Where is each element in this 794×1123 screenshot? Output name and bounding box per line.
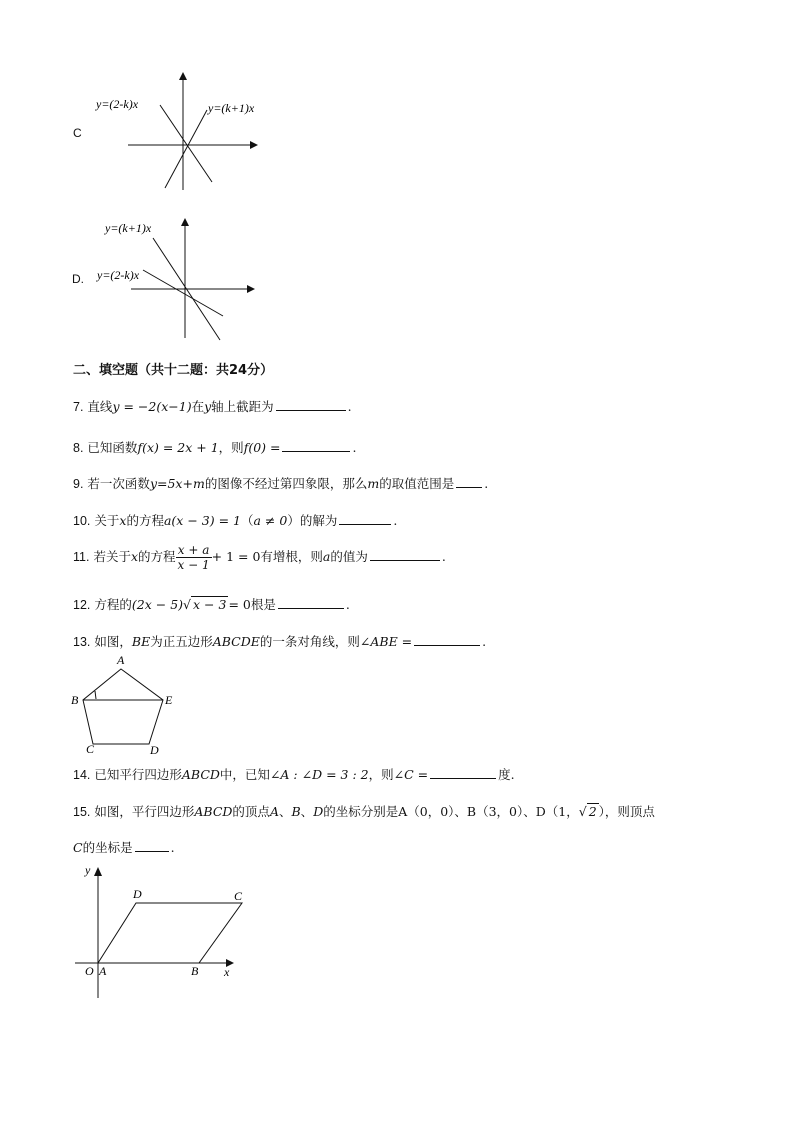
question-11 (73, 543, 446, 572)
q10-answer-blank[interactable] (339, 512, 391, 525)
q15-text3: 、 (278, 804, 292, 819)
vertex-label-d: D (133, 887, 142, 901)
option-c-label-right: y=(k+1)x (208, 101, 255, 115)
parallelogram-abcd (98, 903, 242, 963)
q10-text: 关于 (94, 513, 120, 528)
q11-end: . (441, 549, 446, 564)
q13-end: . (482, 634, 487, 649)
q7-answer-blank[interactable] (276, 398, 346, 411)
question-10 (73, 511, 397, 529)
q8-text: 已知函数 (87, 440, 138, 455)
q14-text4: 度 (498, 767, 511, 782)
q9-number: 9. (73, 477, 84, 491)
q9-end: . (484, 476, 489, 491)
q14-number: 14. (73, 768, 91, 782)
q13-var2: ABCDE (212, 634, 260, 649)
option-c-graph (90, 68, 270, 193)
option-c-line-left (160, 105, 212, 182)
q13-text3: 的一条对角线，则 (259, 634, 360, 649)
vertex-label-c: C (234, 889, 243, 903)
q7-expr: y = −2(x−1) (112, 399, 192, 414)
q9-expr: y=5x+m (149, 476, 205, 491)
q11-text: 若关于 (93, 549, 131, 564)
q7-text2: 在 (191, 399, 205, 414)
q14-var: ABCD (181, 767, 220, 782)
q12-answer-blank[interactable] (278, 596, 344, 609)
axis-label-x: x (224, 965, 230, 979)
q11-frac-bot: x − 1 (177, 558, 210, 572)
q13-var: BE (131, 634, 151, 649)
q10-expr: a(x − 3) = 1 (163, 513, 241, 528)
parallelogram-figure (70, 858, 255, 1003)
q7-text: 直线 (87, 399, 113, 414)
q15-radicand: 2 (588, 804, 597, 819)
axis-label-y: y (85, 863, 91, 877)
q8-number: 8. (73, 441, 84, 455)
angle-mark (95, 691, 96, 699)
q11-text4: 有增根，则 (260, 549, 323, 564)
q12-text2: = 0 (228, 597, 251, 612)
q10-text4: ）的解为 (287, 513, 338, 528)
q15-radical: √ 2 (578, 804, 597, 819)
q9-text2: 的图像不经过第四象限，那么 (204, 476, 368, 491)
q14-text2: 中，已知 (219, 767, 270, 782)
q14-end: . (510, 767, 515, 782)
option-c-label: C (73, 126, 82, 140)
pentagon-label-d: D (150, 743, 159, 757)
q11-number: 11. (73, 550, 90, 564)
q14-expr: ∠A : ∠D = 3 : 2 (269, 767, 369, 782)
q13-text: 如图， (94, 634, 132, 649)
q9-text: 若一次函数 (87, 476, 150, 491)
q15-answer-blank[interactable] (135, 839, 169, 852)
pentagon-figure (68, 652, 188, 760)
q11-var: x (130, 549, 139, 564)
q15-coord-a: A（0，0）、 (398, 804, 467, 819)
q7-number: 7. (73, 400, 84, 414)
q14-answer-blank[interactable] (430, 766, 496, 779)
option-d-label: D. (72, 272, 84, 286)
question-12 (73, 595, 350, 613)
q13-expr: ∠ABE = (359, 634, 413, 649)
q13-number: 13. (73, 635, 91, 649)
pentagon-label-b: B (71, 693, 79, 707)
q9-text3: 的取值范围是 (379, 476, 455, 491)
q12-text3: 根是 (250, 597, 276, 612)
q8-expr2: f(0) = (243, 440, 281, 455)
q7-text3: 轴上截距为 (211, 399, 274, 414)
vertex-label-a: A (99, 964, 107, 978)
q15-var: ABCD (194, 804, 233, 819)
section-title: 二、填空题（共十二题：共24分） (73, 363, 274, 378)
q12-end: . (345, 597, 350, 612)
question-13 (73, 632, 486, 650)
q13-text2: 为正五边形 (150, 634, 213, 649)
q12-radicand: x − 3 (193, 597, 227, 612)
q15-text6: ），则顶点 (598, 804, 655, 819)
question-15-line-2 (73, 838, 175, 856)
q14-expr2: ∠C = (393, 767, 429, 782)
question-8 (73, 438, 356, 456)
pentagon-label-e: E (165, 693, 173, 707)
pentagon-label-a: A (117, 653, 125, 667)
option-d-label-bottom: y=(2-k)x (97, 268, 140, 282)
q11-text5: 的值为 (330, 549, 368, 564)
q12-expr: (2x − 5) (131, 597, 184, 612)
q10-var: x (119, 513, 127, 528)
q10-text3: （ (240, 513, 254, 528)
q9-var: m (367, 476, 380, 491)
q11-text3: + 1 = 0 (211, 549, 261, 564)
q10-text2: 的方程 (126, 513, 164, 528)
q12-number: 12. (73, 598, 91, 612)
q15-coord-d: D（1， (535, 804, 579, 819)
q15-text5: 的坐标分别是 (323, 804, 399, 819)
q8-text2: ，则 (218, 440, 244, 455)
q15-var4: D (313, 804, 324, 819)
option-c-label-left: y=(2-k)x (96, 97, 139, 111)
q11-text2: 的方程 (138, 549, 176, 564)
q10-number: 10. (73, 514, 91, 528)
q8-expr: f(x) = 2x + 1 (137, 440, 219, 455)
q15-text2: 的顶点 (232, 804, 270, 819)
q12-text: 方程的 (94, 597, 132, 612)
q13-answer-blank[interactable] (414, 633, 480, 646)
q15-text4: 、 (300, 804, 314, 819)
q15-text7: 的坐标是 (82, 840, 133, 855)
q11-var2: a (322, 549, 331, 564)
q10-end: . (393, 513, 398, 528)
option-d-line-bottom (143, 270, 223, 316)
q11-fraction (176, 543, 212, 572)
question-14 (73, 765, 515, 783)
q11-frac-top: x + a (176, 543, 212, 558)
option-d-label-top: y=(k+1)x (105, 221, 152, 235)
q12-radical: √ x − 3 (183, 597, 227, 612)
pentagon-label-c: C (86, 742, 95, 756)
question-7 (73, 397, 352, 415)
q15-var3: B (291, 804, 301, 819)
q10-cond: a ≠ 0 (253, 513, 288, 528)
q8-end: . (352, 440, 357, 455)
q14-text: 已知平行四边形 (94, 767, 182, 782)
q14-text3: ，则 (368, 767, 394, 782)
q15-number: 15. (73, 805, 91, 819)
q7-end: . (347, 399, 352, 414)
q15-end: . (170, 840, 175, 855)
q9-answer-blank[interactable] (456, 475, 482, 488)
q11-answer-blank[interactable] (370, 548, 440, 561)
q8-answer-blank[interactable] (282, 439, 350, 452)
question-9 (73, 474, 488, 492)
origin-label-o: O (85, 964, 94, 978)
q15-var2: A (269, 804, 279, 819)
vertex-label-b: B (191, 964, 199, 978)
q15-var5: C (73, 840, 83, 855)
option-d-graph (95, 212, 265, 342)
q7-var: y (204, 399, 212, 414)
question-15 (73, 802, 655, 820)
q15-text: 如图，平行四边形 (94, 804, 195, 819)
q15-coord-b: B（3，0）、 (466, 804, 536, 819)
